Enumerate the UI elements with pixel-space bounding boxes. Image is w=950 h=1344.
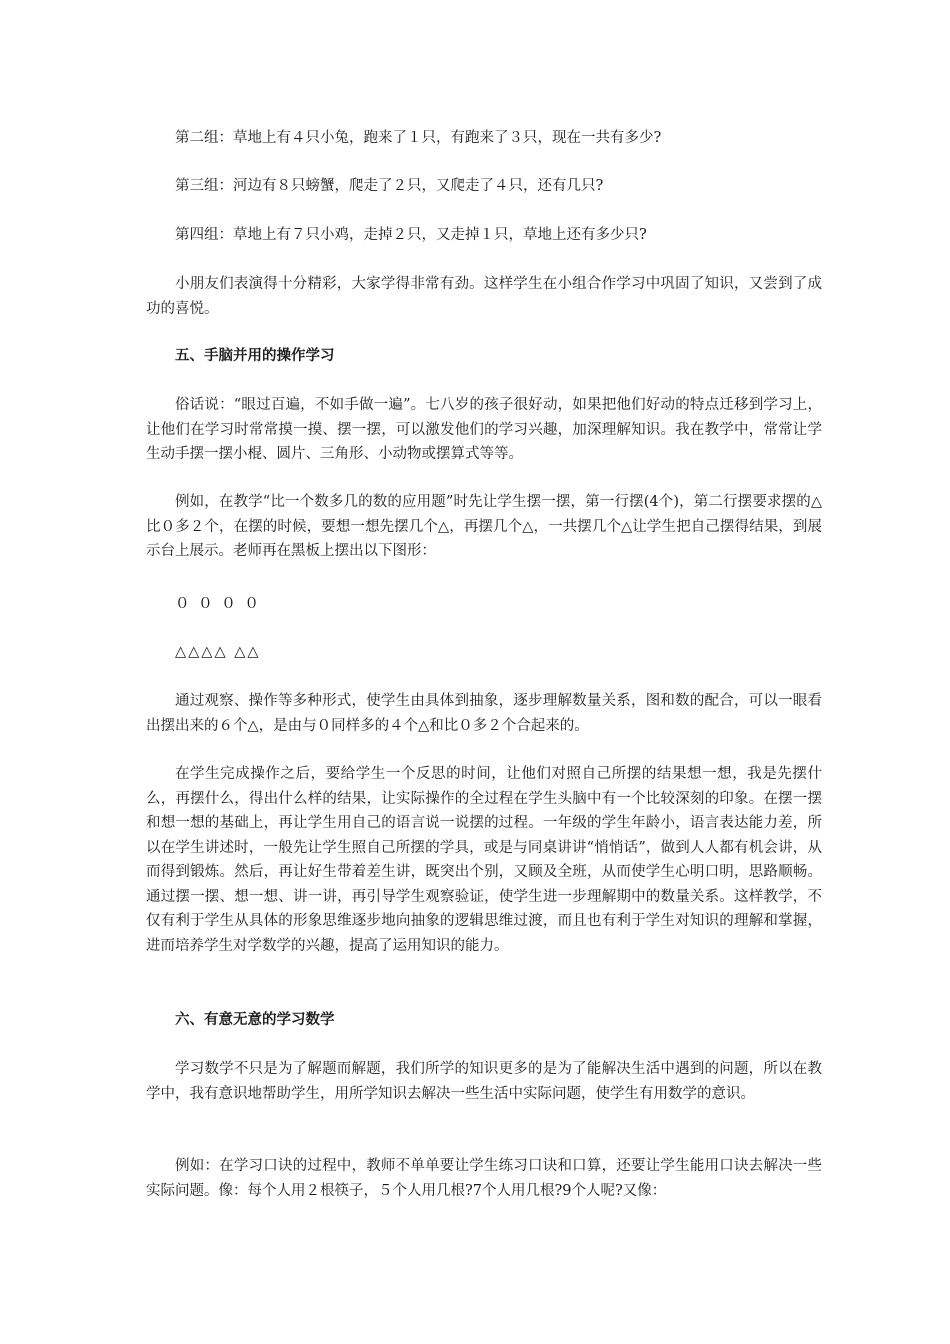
paragraph-proverb: 俗话说：“眼过百遍，不如手做一遍”。七八岁的孩子很好动，如果把他们好动的特点迁移到学习上，让他们在学习时常常摸一摸、摆一摆，可以激发他们的学习兴趣，加深理解知识。我在教学中，常常让学生动手摆一摆小棍、圆片、三角形、小动物或摆算式等等。 [146,397,822,462]
paragraph-reflection: 在学生完成操作之后，要给学生一个反思的时间，让他们对照自己所摆的结果想一想，我是先摆什么，再摆什么，得出什么样的结果，让实际操作的全过程在学生头脑中有一个比较深刻的印象。在摆一摆和想一想的基础上，再让学生用自己的语言说一说摆的过程。一年级的学生年龄小，语言表达能力差，所以在学生讲述时，一般先让学生照自己所摆的学具，或是与同桌讲讲“悄悄话”，做到人人都有机会讲，从而得到锻炼。然后，再让好生带着差生讲，既突出个别，又顾及全班，从而使学生心明口明，思路顺畅。通过摆一摆、想一想、讲一讲，再引导学生观察验证，使学生进一步理解期中的数量关系。这样教学，不仅有利于学生从具体的形象思维逐步地向抽象的逻辑思维过渡，而且也有利于学生对知识的理解和掌握，进而培养学生对学数学的兴趣，提高了运用知识的能力。 [146,766,822,954]
figure-triangles-row: △△△△ △△ [175,644,261,660]
paragraph-group-four: 第四组：草地上有７只小鸡，走掉２只，又走掉１只，草地上还有多少只? [175,227,647,243]
paragraph-observation: 通过观察、操作等多种形式，使学生由具体到抽象，逐步理解数量关系，图和数的配合，可以一眼看出摆出来的６个△，是由与０同样多的４个△和比０多２个合起来的。 [146,693,822,734]
figure-circles-row: ０ ０ ０ ０ [175,596,261,612]
paragraph-summary: 小朋友们表演得十分精彩，大家学得非常有劲。这样学生在小组合作学习中巩固了知识，又尝到了成功的喜悦。 [146,276,822,317]
section-heading-five: 五、手脑并用的操作学习 [175,348,335,364]
section-heading-six: 六、有意无意的学习数学 [175,1012,335,1028]
paragraph-example-teaching: 例如，在教学“比一个数多几的数的应用题”时先让学生摆一摆，第一行摆(4个)，第二行摆要求摆的△比０多２个，在摆的时候，要想一想先摆几个△，再摆几个△，一共摆几个△让学生把自己摆得结果，到展示台上展示。老师再在黑板上摆出以下图形： [146,494,822,559]
paragraph-learning-purpose: 学习数学不只是为了解题而解题，我们所学的知识更多的是为了能解决生活中遇到的问题，所以在教学中，我有意识地帮助学生，用所学知识去解决一些生活中实际问题，使学生有用数学的意识。 [146,1061,822,1102]
paragraph-group-three: 第三组：河边有８只螃蟹，爬走了２只，又爬走了４只，还有几只? [175,178,604,194]
paragraph-group-two: 第二组：草地上有４只小兔，跑来了１只，有跑来了３只，现在一共有多少? [175,130,662,146]
paragraph-example-multiplication: 例如：在学习口诀的过程中，教师不单单要让学生练习口诀和口算，还要让学生能用口诀去解决一些实际问题。像：每个人用２根筷子，５个人用几根?7个人用几根?9个人呢?又像： [146,1158,822,1199]
